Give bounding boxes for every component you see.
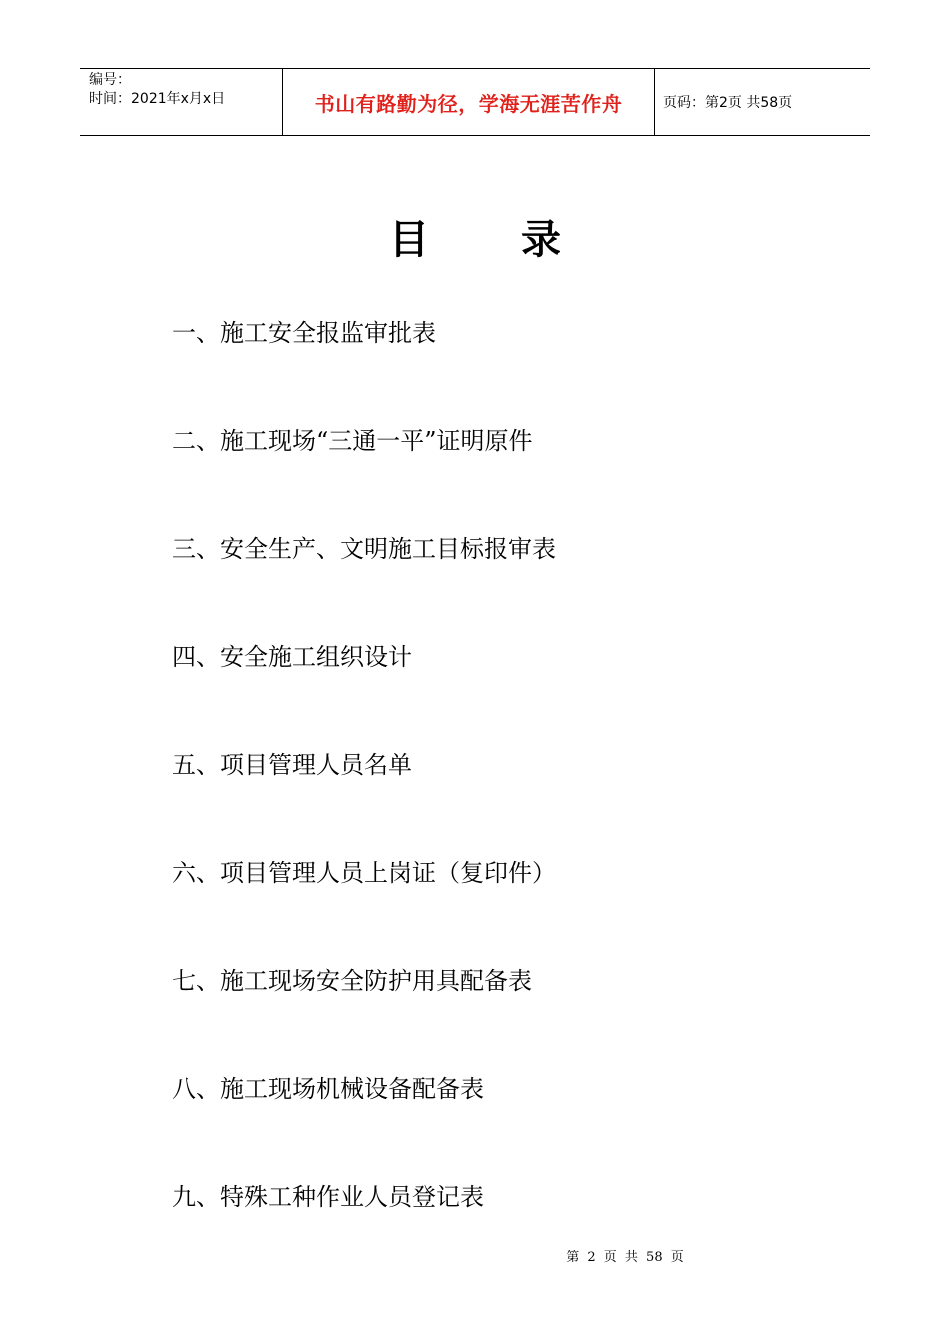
toc-item: 八、施工现场机械设备配备表: [172, 1075, 484, 1103]
page-info: 页码：第2页 共58页: [663, 95, 793, 111]
page-header: [80, 68, 870, 136]
table-of-contents: [172, 313, 556, 1285]
header-meta-cell: [80, 69, 282, 135]
motto-text: 书山有路勤为径，学海无涯苦作舟: [314, 91, 623, 116]
page-footer: [0, 1246, 950, 1265]
page-title: [0, 208, 950, 265]
toc-item: 二、施工现场“三通一平”证明原件: [172, 427, 533, 455]
toc-item: 九、特殊工种作业人员登记表: [172, 1183, 484, 1211]
toc-item: 一、施工安全报监审批表: [172, 319, 436, 347]
toc-item: 三、安全生产、文明施工目标报审表: [172, 535, 556, 563]
time-label: 时间：2021年x月x日: [89, 91, 226, 107]
title-char-1: 目: [389, 216, 429, 263]
header-page-cell: [655, 69, 870, 135]
title-char-2: 录: [521, 216, 561, 263]
toc-item: 五、项目管理人员名单: [172, 751, 412, 779]
header-motto-cell: [282, 69, 655, 135]
toc-item: 七、施工现场安全防护用具配备表: [172, 967, 532, 995]
toc-item: 四、安全施工组织设计: [172, 643, 412, 671]
toc-item: 六、项目管理人员上岗证（复印件）: [172, 859, 556, 887]
footer-page-number: 第 2 页 共 58 页: [566, 1250, 684, 1265]
number-label: 编号：: [89, 72, 131, 88]
